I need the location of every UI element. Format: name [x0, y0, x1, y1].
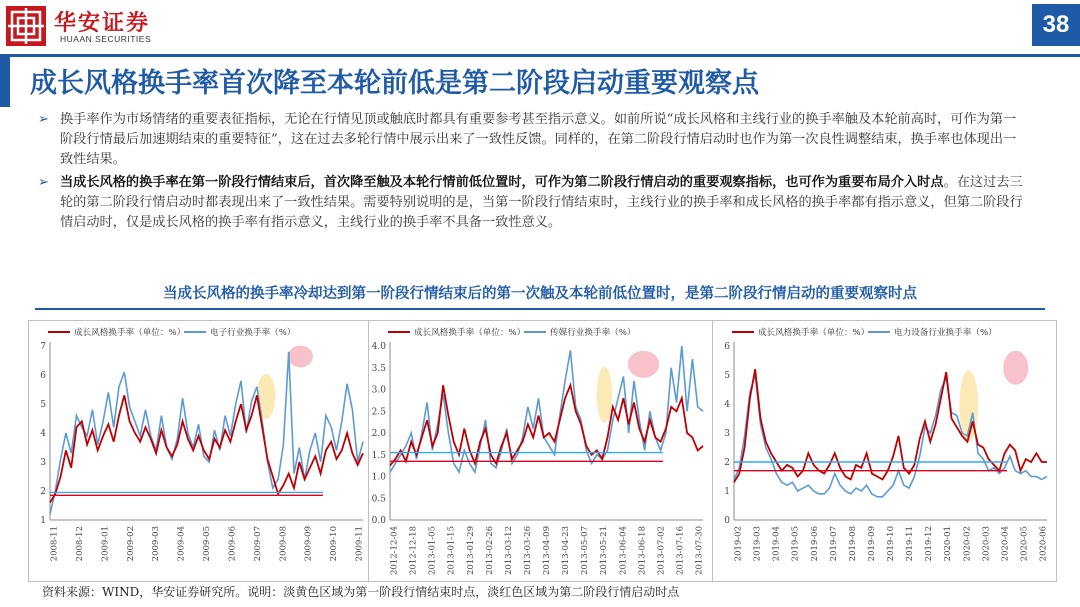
x-tick-label: 2009-03 — [151, 526, 162, 562]
y-tick-label: 4 — [724, 400, 730, 410]
y-tick-label: 6 — [40, 371, 46, 381]
x-tick-label: 2013-07-30 — [694, 526, 705, 576]
x-tick-label: 2020-04 — [1000, 526, 1011, 562]
red-zone-highlight — [1003, 351, 1028, 385]
x-tick-label: 2019-10 — [886, 526, 896, 562]
arrow-bullet-icon: ➢ — [38, 112, 49, 127]
x-tick-label: 2019-05 — [790, 526, 801, 562]
bullet-item-1 — [38, 110, 1028, 171]
legend-label: 成长风格换手率（单位：%） — [758, 328, 870, 338]
x-tick-label: 2019-08 — [847, 526, 858, 562]
x-tick-label: 2013-03-26 — [522, 526, 533, 576]
y-tick-label: 3.0 — [371, 385, 386, 396]
x-tick-label: 2009-07 — [252, 526, 263, 562]
x-tick-label: 2009-06 — [227, 526, 238, 562]
red-zone-highlight — [288, 345, 313, 367]
y-tick-label: 7 — [40, 342, 46, 352]
y-tick-label: 3 — [40, 458, 46, 468]
y-tick-label: 3 — [724, 429, 730, 439]
x-tick-label: 2009-11 — [354, 526, 365, 562]
x-tick-label: 2019-04 — [771, 526, 782, 562]
chart-media — [368, 320, 713, 582]
brand-logo — [6, 6, 46, 46]
x-tick-label: 2013-05-07 — [580, 526, 591, 576]
x-tick-label: 2019-03 — [752, 526, 763, 562]
x-tick-label: 2019-07 — [828, 526, 839, 562]
legend-label: 成长风格换手率（单位：%） — [414, 328, 526, 338]
x-tick-label: 2020-03 — [981, 526, 992, 562]
x-tick-label: 2019-02 — [733, 526, 744, 562]
x-tick-label: 2008-12 — [74, 526, 85, 562]
title-accent — [0, 57, 10, 107]
x-tick-label: 2013-01-29 — [465, 526, 476, 576]
x-tick-label: 2009-08 — [278, 526, 289, 562]
x-tick-label: 2013-01-15 — [446, 526, 457, 576]
x-tick-label: 2019-06 — [809, 526, 820, 562]
x-tick-label: 2009-02 — [125, 526, 136, 562]
x-tick-label: 2013-06-18 — [637, 526, 648, 576]
divider-line — [35, 308, 1045, 310]
legend-label: 电力设备行业换手率（%） — [894, 328, 997, 338]
x-tick-label: 2013-02-26 — [484, 526, 495, 576]
x-tick-label: 2013-07-02 — [656, 526, 667, 576]
y-tick-label: 0 — [724, 516, 730, 526]
legend-label: 电子行业换手率（%） — [210, 328, 296, 338]
y-tick-label: 1 — [724, 487, 730, 497]
x-tick-label: 2013-03-12 — [503, 526, 514, 576]
page-title: 成长风格换手率首次降至本轮前低是第二阶段启动重要观察点 — [30, 68, 759, 99]
bullet-list — [38, 110, 1028, 235]
x-tick-label: 2019-12 — [924, 526, 935, 562]
x-tick-label: 2020-01 — [943, 526, 954, 562]
red-zone-highlight — [628, 351, 659, 378]
x-tick-label: 2013-04-09 — [542, 526, 552, 576]
x-tick-label: 2009-04 — [176, 526, 187, 562]
y-tick-label: 4 — [40, 429, 46, 439]
x-tick-label: 2009-09 — [303, 526, 314, 562]
chart-electronics — [28, 320, 373, 582]
y-tick-label: 5 — [40, 400, 46, 410]
y-tick-label: 1.0 — [371, 472, 386, 483]
x-tick-label: 2020-02 — [962, 526, 973, 562]
x-tick-label: 2020-05 — [1019, 526, 1030, 562]
x-tick-label: 2019-09 — [866, 526, 877, 562]
x-tick-label: 2009-01 — [100, 526, 111, 562]
source-note: 资料来源：WIND，华安证券研究所。说明：淡黄色区域为第一阶段行情结束时点，淡红色区域为第二阶段行情启动时点 — [42, 585, 680, 599]
x-tick-label: 2013-06-04 — [618, 526, 629, 576]
highlight-conclusion: 当成长风格的换手率冷却达到第一阶段行情结束后的第一次触及本轮前低位置时，是第二阶段行情启动的重要观察时点 — [163, 285, 917, 302]
y-tick-label: 4.0 — [371, 342, 386, 352]
brand-name-en: HUAAN SECURITIES — [60, 34, 152, 44]
x-tick-label: 2013-01-05 — [427, 526, 438, 576]
bullet-item-2 — [38, 173, 1028, 234]
legend-label: 传媒行业换手率（%） — [550, 328, 636, 338]
y-tick-label: 3.5 — [371, 363, 386, 374]
x-tick-label: 2020-06 — [1038, 526, 1049, 562]
y-tick-label: 2 — [724, 458, 730, 468]
arrow-bullet-icon: ➢ — [38, 174, 49, 190]
chart-power-equipment — [712, 320, 1057, 582]
y-tick-label: 1.5 — [371, 450, 386, 461]
x-tick-label: 2013-07-16 — [675, 526, 686, 576]
bullet-text: 换手率作为市场情绪的重要表征指标，无论在行情见顶或触底时都具有重要参考甚至指示意义。如前所说“成长风格和主线行业的换手率触及本轮前高时，可作为第一阶段行情最后加速期结束的重要特征”，这在过去多轮行情中展示出来了一致性反馈。同样的，在第二阶段行情启动时也作为第一次良性调整结束，换手率也体现出一致性结果。 — [60, 112, 1017, 168]
page-number: 38 — [1032, 4, 1080, 46]
x-tick-label: 2009-10 — [329, 526, 340, 562]
y-tick-label: 0.5 — [371, 494, 386, 505]
yellow-zone-highlight — [597, 367, 613, 423]
x-tick-label: 2008-11 — [49, 526, 60, 562]
y-tick-label: 2 — [40, 487, 46, 497]
y-tick-label: 0.0 — [371, 516, 386, 526]
brand-name-cn: 华安证券 — [54, 10, 151, 36]
title-bar — [0, 54, 1080, 107]
x-tick-label: 2013-04-23 — [561, 526, 572, 576]
bullet-bold-text: 当成长风格的换手率在第一阶段行情结束后，首次降至触及本轮行情前低位置时，可作为第二阶段行情启动的重要观察指标，也可作为重要布局介入时点 — [60, 174, 944, 190]
x-tick-label: 2012-12-04 — [389, 526, 400, 576]
x-tick-label: 2012-12-18 — [408, 526, 419, 576]
y-tick-label: 1 — [40, 516, 46, 526]
x-tick-label: 2013-05-21 — [599, 526, 610, 576]
y-tick-label: 2.0 — [371, 429, 386, 439]
y-tick-label: 6 — [724, 342, 730, 352]
legend-label: 成长风格换手率（单位：%） — [74, 328, 186, 338]
x-tick-label: 2009-05 — [202, 526, 212, 562]
y-tick-label: 5 — [724, 371, 730, 381]
bullet-text: 。在这过去三轮的第二阶段行情启动时都表现出来了一致性结果。需要特别说明的是，当第一阶段行情结束时，主线行业的换手率和成长风格的换手率都有指示意义，但第二阶段行情启动时，仅是成长风格的换手率有指示意义，主线行业的换手率不具备一致性意义。 — [60, 174, 1023, 231]
y-tick-label: 2.5 — [371, 407, 386, 418]
x-tick-label: 2019-11 — [905, 526, 916, 562]
